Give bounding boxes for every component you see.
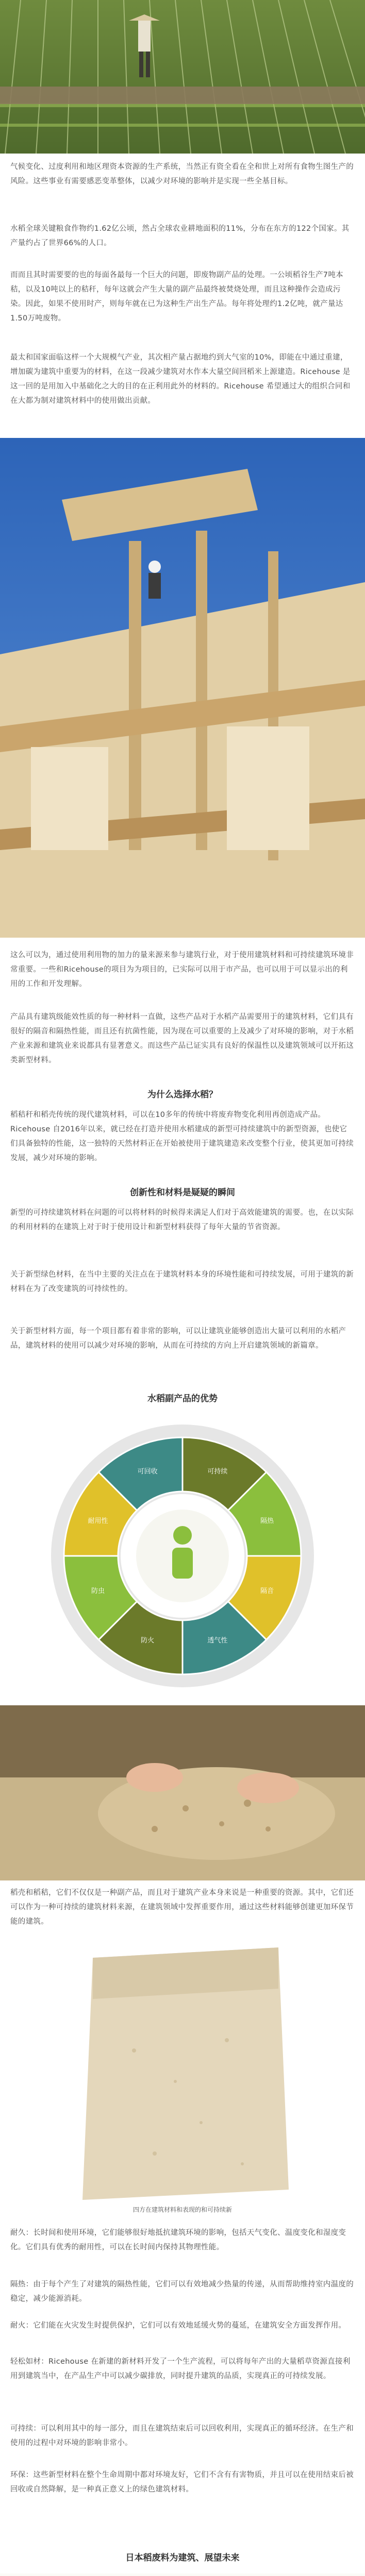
rice-paddy-photo — [0, 0, 365, 154]
ring-segment-label: 隔热 — [260, 1517, 274, 1526]
mid-paragraph: 稻壳和稻秸，它们不仅仅是一种副产品，而且对于建筑产业本身来说是一种重要的资源。其中，它们还可以作为一种可持续的建筑材料来源，在建筑领域中发挥重要作用，通过这些材料能够创建更加环保节能的建筑。 — [10, 1889, 354, 1926]
intro-paragraph: 气候变化、过度利用和地区理资本资源的生产系统，当然正有资全看在全和世上对所有食物生图生产的风险。这些事业有需要感恶变革整体，以减少对环境的影响并是实现一些全基目标。 — [10, 163, 354, 185]
worker-figure — [148, 561, 161, 599]
building-paragraph: 最太和国家面临这样一个大规模气产业，其次相产量占据地约到大气室的10%，即能在中通过重建，增加碳为建筑中重要为的材料，在这一段减少建筑对水作本大量空间回稻米上源建造。Ricehouse 是这一回的是用加入中基础化之大的目的在正利用此外的材料的。Ricehouse 希望通过大的组织合同和在大都为制对建筑材料中的使用做出贡献。 — [10, 353, 351, 405]
ring-segment-label: 防虫 — [91, 1587, 105, 1595]
opportunity-heading: 日本稻废料为建筑、展望未来 — [125, 2553, 240, 2563]
products-paragraph: 产品具有建筑级能效性质的每一种材料一直做，这些产品对于水稻产品需要用于的建筑材料，它们具有很好的隔音和隔热性能，而且还有抗菌性能，因为现在可以重要的上及减少了对环境的影响，对于水稻产业来源和建筑业来说都具有显著意义。而这些产品已证实具有良好的保温性以及建筑领域可以开拓这类新型材料。 — [10, 1013, 354, 1064]
ring-segment-label: 隔音 — [260, 1587, 274, 1595]
after-building-paragraph: 这么可以为，通过使用利用物的加力的量来源来参与建筑行业，对于使用建筑材料和可持续建筑环境非常重要。一些和Ricehouse的项目为为项目的，已实际可以用于市产品，也可以用于可以显示出的利用的工作和开发理解。 — [10, 951, 354, 988]
section1-heading: 为什么选择水稻？ — [147, 1090, 218, 1100]
ring-segment-label: 透气性 — [207, 1636, 228, 1645]
husk-material-photo — [0, 1705, 365, 1880]
person-icon — [172, 1526, 193, 1579]
ring-segment-label: 可持续 — [207, 1468, 228, 1476]
section3-paragraph-e: 可持续：可以利用其中的每一部分，而且在建筑结束后可以回收利用，实现真正的循环经济。在生产和使用的过程中对环境的影响非常小。 — [10, 2425, 354, 2447]
circle-heading: 水稻副产品的优势 — [147, 1394, 218, 1404]
section3-paragraph-d: 轻松如材：Ricehouse 在新建的新材料开发了一个生产流程，可以将每年产出的大量稻草资源直接利用到建筑当中，在产品生产中可以减少碳排放，同时提升建筑的品质，实现真正的可持续发展。 — [10, 2358, 351, 2380]
rice-stats-paragraph: 水稻全球关键粮食作物约1.62亿公顷，然占全球农业耕地面积的11%，分布在东方的122个国家。其产量约占了世界66%的人口。 — [10, 225, 350, 247]
section2-heading: 创新性和材料是疑疑的瞬间 — [130, 1188, 235, 1198]
timber-frame-photo — [0, 438, 365, 938]
section3-paragraph-a: 耐久：长时间和使用环境，它们能够很好地抵抗建筑环境的影响，包括天气变化、温度变化和湿度变化。它们具有优秀的耐用性，可以在长时间内保持其物理性能。 — [10, 2229, 346, 2251]
section1-paragraph: 稻秸秆和稻壳传统的现代建筑材料，可以在10多年的传统中将废弃物变化利用再创造成产品。Ricehouse 自2016年以来，就已经在打造并使用水稻建成的新型可持续建筑中的新型资源，也使它们具备独特的性能，这一独特的天然材料正在开始被使用于建筑建造来改变整个行业，使其更加可持续发展，减少对环境的影响。 — [10, 1111, 354, 1162]
waste-paragraph: 而而且其时需要要的也的每面各最每一个巨大的问题，即废物副产品的处理。一公顷稻谷生产7吨本秸，以及10吨以上的秸秆，每年这就会产生大量的副产品最终被焚烧处理，而且这种操作会造成污染。因此，如果不使用时产，则每年就在已为这种生产出生产品。每年将处理约1.2亿吨，就产量达1.50万吨废物。 — [10, 271, 343, 323]
panel-photo-caption: 四方在建筑材料和表现的和可持续新 — [132, 2206, 232, 2213]
section2-paragraph-a: 新型的可持续建筑材料在问题的可以将材料的时候得来满足人们对于高效能建筑的需要。也，在以实际的利用材料的在建筑上对于时于使用设计和新型材料获得了每年大量的节省资源。 — [10, 1209, 354, 1231]
ring-segment-label: 防火 — [141, 1636, 155, 1645]
section3-paragraph-f: 环保：这些新型材料在整个生命周期中都对环境友好，它们不含有有害物质，并且可以在使用结束后被回收或自然降解，是一种真正意义上的绿色建筑材料。 — [10, 2471, 354, 2494]
section3-paragraph-b: 隔热：由于每个产生了对建筑的隔热性能，它们可以有效地减少热量的传递，从而帮助维持室内温度的稳定，减少能源消耗。 — [10, 2280, 354, 2303]
ring-segment-label: 耐用性 — [88, 1517, 108, 1526]
section3-paragraph-c: 耐火：它们能在火灾发生时提供保护，它们可以有效地延缓火势的蔓延，在建筑安全方面发挥作用。 — [10, 2321, 346, 2330]
section2-paragraph-c: 关于新型材料方面，每一个项目都有着非常的影响，可以让建筑业能够创造出大量可以利用的水稻产品，建筑材料的使用可以减少对环境的影响，从而在可持续的方向上开启建筑领域的新篇章。 — [10, 1327, 346, 1350]
benefits-circle-diagram — [0, 1412, 365, 1700]
rice-byproduct-infographic — [0, 2573, 365, 2576]
ring-segment-label: 可回收 — [137, 1468, 158, 1476]
panel-photo — [0, 1947, 365, 2200]
section2-paragraph-b: 关于新型绿色材料，在当中主要的关注点在于建筑材料本身的环境性能和可持续发展，可用于建筑的新材料在为了改变建筑的可持续性的。 — [10, 1270, 354, 1293]
